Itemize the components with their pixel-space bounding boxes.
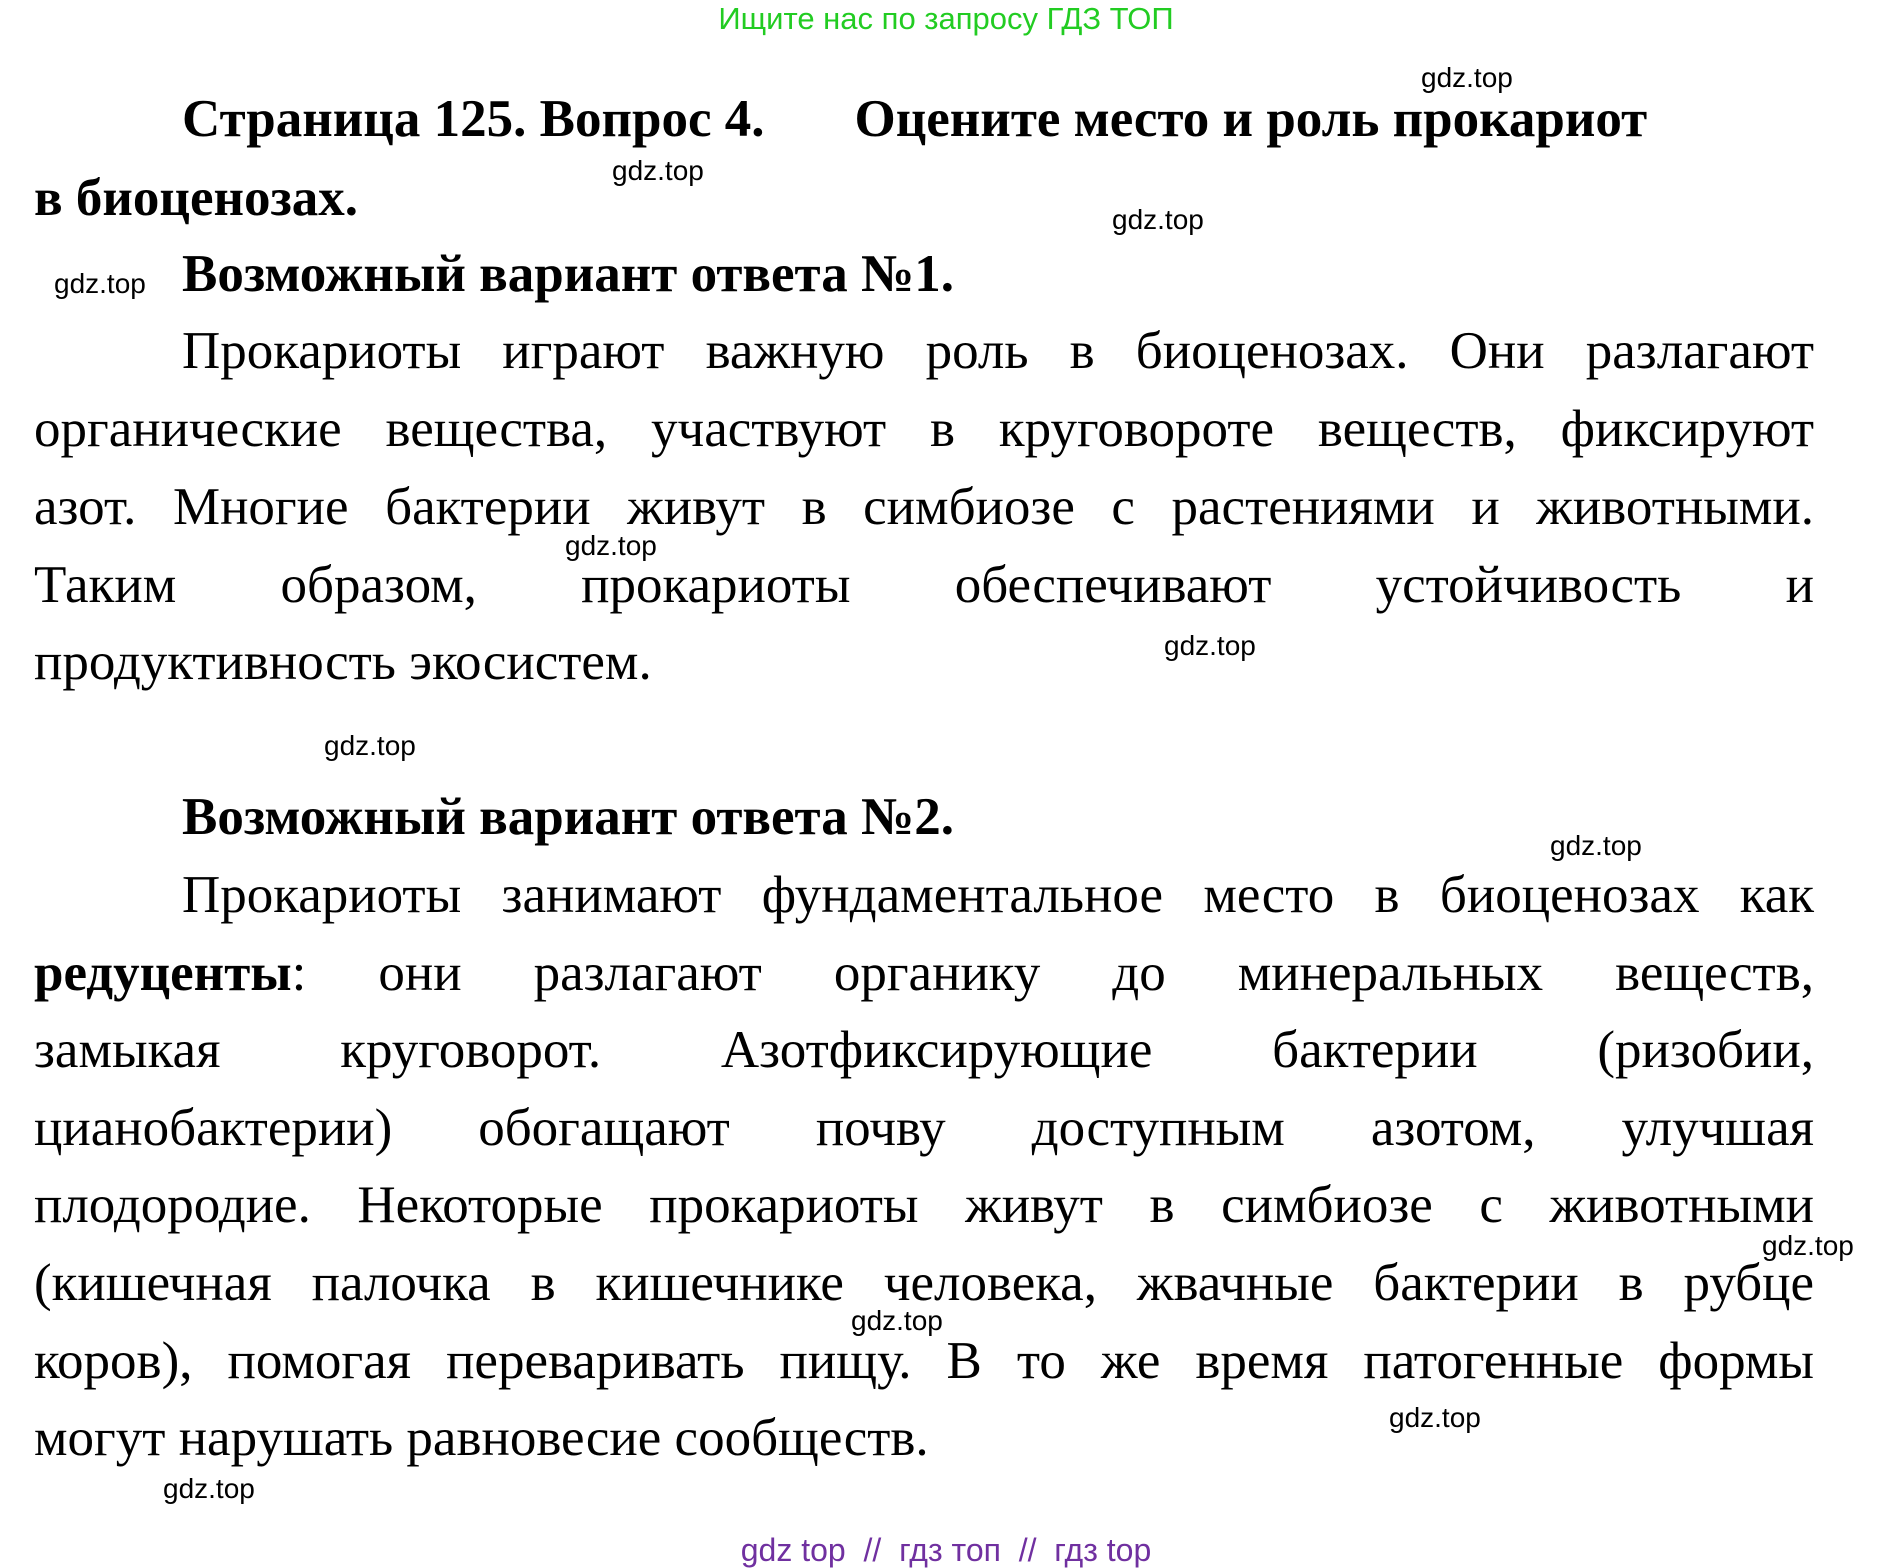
watermark: gdz.top (1389, 1402, 1481, 1433)
watermark: gdz.top (1164, 630, 1256, 661)
answer2-line: цианобактерии) обогащают почву доступным азотом, улучшая (34, 1099, 1814, 1157)
answer2-line: плодородие. Некоторые прокариоты живут в симбиозе с животными (34, 1176, 1814, 1234)
answer2-line: редуценты: они разлагают органику до минеральных веществ, (34, 944, 1814, 1002)
page-question-label: Страница 125. Вопрос 4. (182, 90, 765, 148)
watermark: gdz.top (163, 1473, 255, 1504)
watermark: gdz.top (1112, 204, 1204, 235)
answer1-line: Прокариоты играют важную роль в биоценозах. Они разлагают (182, 322, 1814, 380)
watermark: gdz.top (565, 530, 657, 561)
watermark: gdz.top (54, 268, 146, 299)
answer2-heading: Возможный вариант ответа №2. (182, 788, 954, 846)
search-banner: Ищите нас по запросу ГДЗ ТОП (718, 1, 1174, 36)
watermark: gdz.top (1762, 1230, 1854, 1261)
watermark: gdz.top (1550, 830, 1642, 861)
answer1-heading: Возможный вариант ответа №1. (182, 245, 954, 303)
answer2-line: (кишечная палочка в кишечнике человека, жвачные бактерии в рубце (34, 1254, 1814, 1312)
watermark: gdz.top (851, 1305, 943, 1336)
answer2-line: коров), помогая переваривать пищу. В то же время патогенные формы (34, 1332, 1814, 1390)
footer-links: gdz top // гдз топ // гдз top (740, 1532, 1152, 1568)
question-text: Оцените место и роль прокариот (854, 90, 1648, 148)
answer2-line: замыкая круговорот. Азотфиксирующие бактерии (ризобии, (34, 1021, 1814, 1079)
watermark: gdz.top (612, 155, 704, 186)
watermark: gdz.top (324, 730, 416, 761)
answer1-line: продуктивность экосистем. (34, 633, 652, 691)
question-title (182, 88, 1814, 150)
watermark: gdz.top (1421, 62, 1513, 93)
answer1-line: азот. Многие бактерии живут в симбиозе с растениями и животными. (34, 478, 1814, 536)
answer2-line: Прокариоты занимают фундаментальное место в биоценозах как (182, 866, 1814, 924)
answer1-line: органические вещества, участвуют в круговороте веществ, фиксируют (34, 400, 1814, 458)
question-title-line2: в биоценозах. (34, 169, 359, 227)
bold-term: редуценты (34, 944, 292, 1002)
answer2-line: могут нарушать равновесие сообществ. (34, 1409, 929, 1467)
answer1-line: Таким образом, прокариоты обеспечивают устойчивость и (34, 556, 1814, 614)
